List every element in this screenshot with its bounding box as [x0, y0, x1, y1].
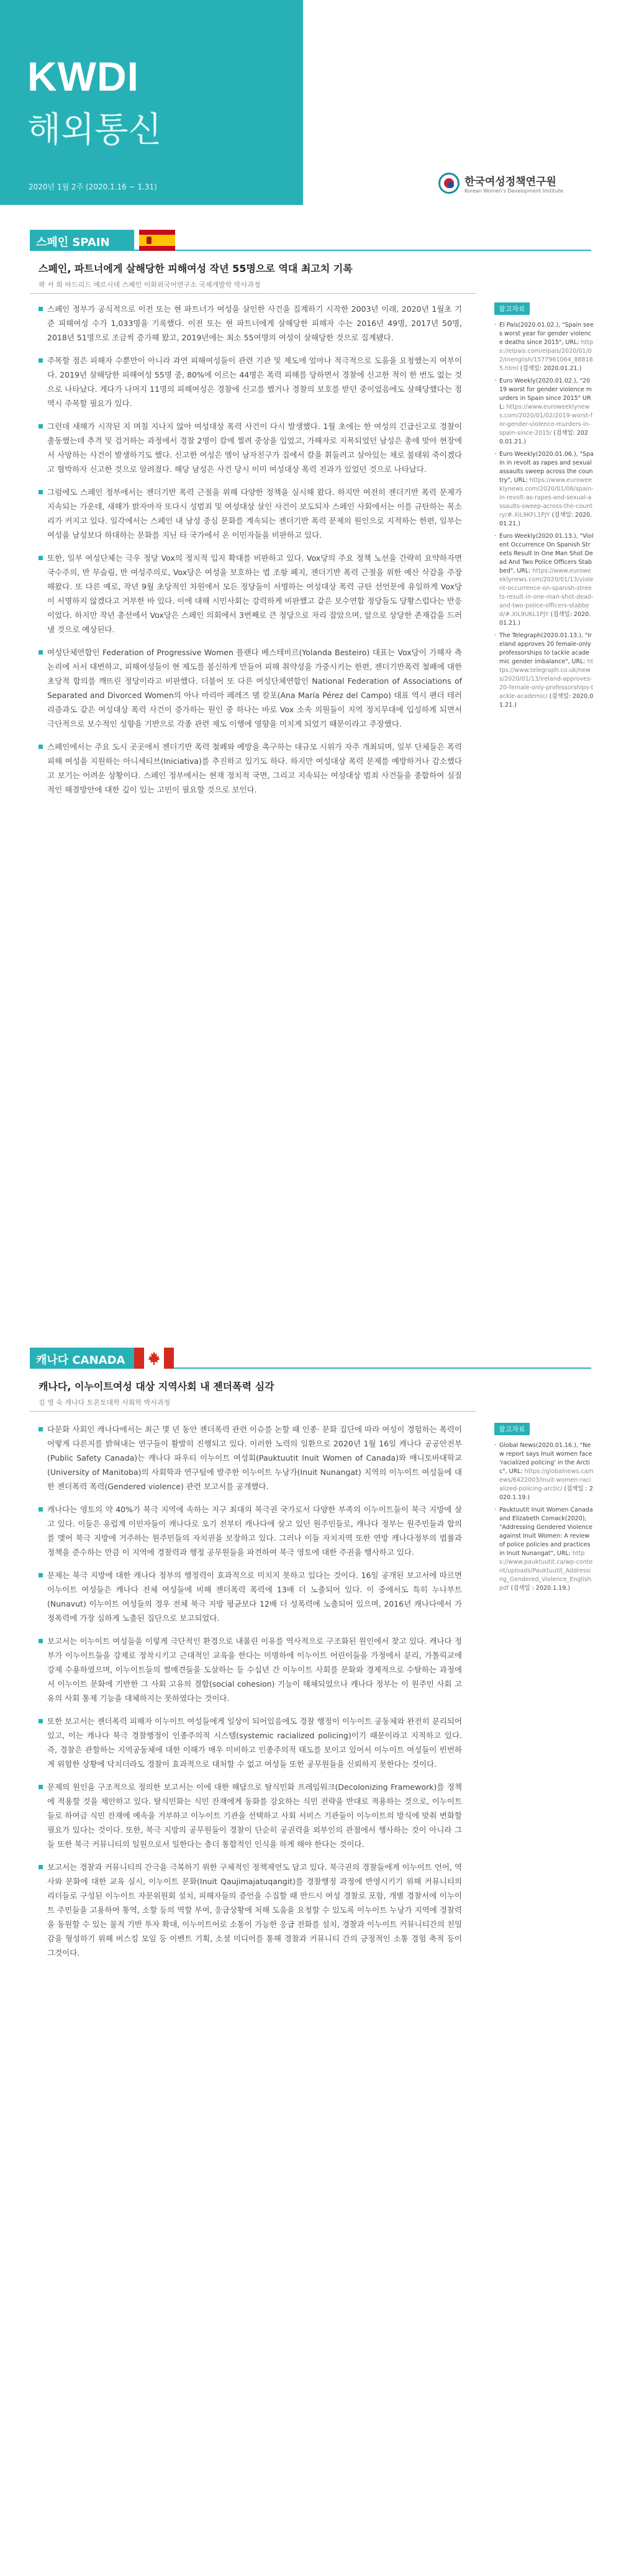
- paragraph: 또한 보고서는 젠더폭력 피해자 이누이트 여성들에게 일상이 되어있음에도 경찰 행정이 이누이트 공동체와 완전히 분리되어 있고, 이는 캐나다 북극 경찰행정이 인종주의적 시스템(systemic racialized policing)이기 때문이라고 지적하고 있다. 즉, 경찰은 관할하는 지역공동체에 대한 이해가 매우 미비하고 인종주의적 태도를 보이고 있어서 이누이트 여성들이 빈번하게 위험한 상황에 닥치더라도 경찰이 효과적으로 대처할 수 없고 여성들 또한 공무원들을 신뢰하지 못한다는 것이다.: [39, 1714, 462, 1771]
- reference-text: Euro Weekly(2020.01.13.), "Violent Occurrence On Spanish Streets Result In One Man Shot Dead And Two Police Officers Stabbed", URL:: [499, 533, 594, 574]
- issue-date: 2020년 1월 2주 (2020.1.16 ~ 1.31): [29, 183, 157, 191]
- references-sidebar: [494, 1422, 594, 1597]
- canada-section-header: [30, 1348, 591, 1369]
- reference-item: [494, 632, 594, 710]
- reference-date: (검색일: 2020.01.21.): [499, 693, 594, 709]
- article-author: 김 영 숙 캐나다 토론토대학 사회학 박사과정: [39, 1399, 171, 1407]
- reference-date: (검색일: 2020.01.21.): [499, 512, 592, 527]
- reference-date: (검색일: 2020.01.21.): [499, 430, 588, 445]
- reference-item: [494, 1506, 594, 1593]
- reference-link[interactable]: https://www.euroweeklynews.com/2020/01/02/2019-worst-for-gender-violence-murders-in-spain-since-2015/: [499, 404, 592, 437]
- reference-link[interactable]: https://www.euroweeklynews.com/2020/01/06/spain-in-revolt-as-rapes-and-sexual-assaults-sweep-across-the-country/#.XiL9KFL1PJY: [499, 477, 594, 519]
- kwdi-logo-icon: [438, 173, 460, 194]
- org-name-ko: 한국여성정책연구원: [465, 176, 556, 188]
- paragraph: 주목할 점은 피해자 수뿐만이 아니라 과연 피해여성들이 관련 기관 및 제도에 얼마나 적극적으로 도움을 요청했는지 여부이다. 2019년 살해당한 피해여성 55명 중, 80%에 이르는 44명은 폭력 피해를 당하면서 경찰에 신고한 적이 한 번도 없는 것으로 나타났다. 게다가 나머지 11명의 피해여성은 경찰에 신고를 했거나 경찰의 보호를 받던 중이었음에도 살해당했다는 점 역시 주목할 필요가 있다.: [39, 353, 462, 410]
- reference-date: (검색일: 2020.01.21.): [499, 611, 591, 627]
- paragraph: 그런데 새해가 시작된 지 며칠 지나지 않아 여성대상 폭력 사건이 다시 발생했다. 1월 초에는 한 여성의 긴급신고로 경찰이 출동했는데 추격 및 검거하는 과정에서 경찰 2명이 칼에 찔려 중상을 입었고, 가해자로 지목되었던 남성은 총에 맞아 현장에서 사망하는 사건이 발생하기도 했다. 신고한 여성은 엘이 남자친구가 집에서 칼을 휘둘려고 살아있는 채로 불태워 죽이겠다고 협박하자 신고한 것으로 알려졌다. 해당 남성은 사건 당시 이미 여성대상 폭력 전과가 있었던 것으로 나타났다.: [39, 419, 462, 476]
- reference-link[interactable]: https://www.euroweeklynews.com/2020/01/13/violent-occurrence-on-spanish-streets-result-in-one-man-shot-dead-and-two-police-officers-stabbed/#.XiL9UKL1PJY: [499, 568, 594, 618]
- newsletter-subtitle: 해외통신: [27, 110, 162, 150]
- references-badge: 참고자료: [494, 1423, 530, 1435]
- reference-text: Euro Weekly(2020.01.06.), "Spain in revolt as rapes and sexual assaults sweep across the country", URL:: [499, 451, 594, 484]
- spain-flag-icon: [139, 230, 175, 251]
- reference-link[interactable]: https://www.telegraph.co.uk/news/2020/01/13/ireland-approves-20-female-only-professorships-tackle-academic/: [499, 658, 594, 700]
- references-sidebar: [494, 302, 594, 714]
- divider: [30, 293, 476, 294]
- kwdi-logo: [438, 173, 563, 194]
- paragraph: 스페인 정부가 공식적으로 이전 또는 현 파트너가 여성을 살인한 사건을 집계하기 시작한 2003년 이래, 2020년 1월초 기준 피해여성 수가 1,033명을 기록했다. 이전 또는 현 파트너에게 살해당한 피해자 수는 2016년 49명, 2017년 50명, 2018년 51명으로 조금씩 증가해 왔고, 2019년에는 최소 55여명의 여성이 살해당한 것으로 집계됐다.: [39, 302, 462, 345]
- reference-text: Global News(2020.01.16.), "New report says Inuit women face 'racialized policing' in the Arctic", URL:: [499, 1442, 592, 1475]
- article-title: 스페인, 파트너에게 살해당한 피해여성 작년 55명으로 역대 최고치 기록: [39, 263, 353, 274]
- newsletter-header: [0, 0, 621, 205]
- paragraph: 보고서는 경찰과 커뮤니티의 간극을 극복하기 위한 구체적인 정책제언도 담고 있다. 북극권의 경찰들에게 이누이트 언어, 역사와 문화에 대한 교육 실시, 이누이트 문화(Inuit Qaujimajatuqangit)를 경찰행정 과정에 반영시키기 위해 커뮤니티의 리더들로 구성된 이누이트 자문위원회 설치, 피해자들의 증언을 수집할 때 반드시 여성 경찰로 포함, 개별 경찰서에 이누이트 주민들을 고용하여 통역, 소할 등의 역할 부여, 응급상황에 처해 도움을 요청할 수 있도록 이누이트 누낭가 지역에 경찰력을 동원할 수 있는 물적 기반 투자 확대, 이누이트어로 소통이 가능한 응급 전화를 설치, 경찰과 이누이트 커뮤니티간의 친밀감을 형성하기 위해 버스킹 모임 등 이벤트 기획, 소셜 미디어를 통해 경찰과 커뮤니티 간의 긍정적인 소통 경험 축적 등이 그것이다.: [39, 1860, 462, 1960]
- reference-item: [494, 532, 594, 628]
- reference-date: (검색일 : 2020.1.19.): [510, 1585, 570, 1592]
- article-body: [39, 302, 462, 805]
- reference-item: [494, 377, 594, 447]
- reference-item: [494, 321, 594, 373]
- canada-flag-icon: [134, 1348, 174, 1369]
- newsletter-title: KWDI: [27, 53, 139, 99]
- country-tab-canada: 캐나다 CANADA: [30, 1348, 134, 1369]
- reference-item: [494, 450, 594, 528]
- spain-section-header: [30, 230, 591, 251]
- reference-link[interactable]: https://globalnews.ca/news/6422003/inuit-women-racialized-policing-arctic/: [499, 1468, 594, 1492]
- reference-text: Euro Weekly(2020.01.02.), "2019 worst for gender violence murders in Spain since 2015" URL:: [499, 378, 592, 410]
- paragraph: 문제의 원인을 구조적으로 정의한 보고서는 이에 대한 해답으로 탈식민화 프레임워크(Decolonizing Framework)를 정책에 적용할 것을 제안하고 있다. 탈식민화는 식민 잔재에게 동화를 강요하는 식민 전략을 반대로 적용하는 것으로, 이누이트들로 하여금 식민 잔재에 예속을 거부하고 이누이트 기관을 선택하고 사회 서비스 기관들이 이누이트의 방식에 맞춰 변화할 필요가 있다는 것이다. 또한, 북극 지방의 공무원들이 경찰이 단순히 공권력을 외부인의 관점에서 행사하는 것이 아니라 그들 또한 북극 커뮤니티의 일원으로서 일한다는 층더 통합적인 인식을 하게 해야 한다는 것이다.: [39, 1780, 462, 1851]
- paragraph: 다문화 사회인 캐나다에서는 최근 몇 년 동안 젠더폭력 관련 이슈를 논할 때 인종· 문화 집단에 따라 여성이 경험하는 폭력이 어떻게 다른지를 밝혀내는 연구들이 활발히 진행되고 있다. 이러한 노력의 일환으로 2020년 1월 16일 캐나다 공공안전부(Public Safety Canada)는 캐나다 파우티 이누이트 여성회(Pauktuutit Inuit Women of Canada)와 매니토바대학교(University of Manitoba)의 사회학과 연구팀에 발주한 이누이트 누낭가(Inuit Nunangat) 지역의 이누이트 여성들에 대한 젠더폭력 폭력(Gendered violence) 관련 보고서를 공개했다.: [39, 1422, 462, 1494]
- reference-date: (검색일 : 2020.1.19.): [499, 1485, 593, 1501]
- reference-text: Pauktuutit Inuit Women Canada and Elizabeth Comack(2020), "Addressing Gendered Violence against Inuit Women: A review of police policies and practices in Inuit Nunangat", URL:: [499, 1507, 593, 1557]
- reference-link[interactable]: https://www.pauktuutit.ca/wp-content/uploads/Pauktuutit_Addressing_Gendered_Violence_English.pdf: [499, 1550, 593, 1592]
- paragraph: 그럼에도 스페인 정부에서는 젠더기반 폭력 근절을 위해 다양한 정책을 실시해 왔다. 하지만 여전히 젠더기반 폭력 문제가 지속되는 가운데, 새해가 밝자마자 또다시 성범죄 및 여성대상 살인 사건이 보도되자 스페인 사회에서는 이를 규탄하는 목소리가 커지고 있다. 일각에서는 스페인 내 남성 중심 문화를 계속되는 젠더기반 폭력 문제의 원인으로 지적하는 한편, 일부는 여성을 남성보다 하대하는 문화를 지닌 타 국가에서 온 이민자들을 비판하고 있다.: [39, 485, 462, 542]
- reference-item: [494, 1441, 594, 1502]
- country-tab-spain: 스페인 SPAIN: [30, 230, 134, 251]
- reference-date: (검색일: 2020.01.21.): [520, 365, 582, 372]
- org-name-en: Korean Women's Development Institute: [465, 188, 563, 194]
- references-badge: 참고자료: [494, 302, 530, 315]
- paragraph: 문제는 북극 지방에 대한 캐나다 정부의 행정력이 효과적으로 미치지 못하고 있다는 것이다. 16일 공개된 보고서에 따르면 이누이트 여성들은 캐나다 전체 여성들에 비해 젠더폭력 폭력에 13배 더 노출되어 있다. 이 중에서도 특히 누나부트(Nunavut) 이누이트 여성들의 경우 전체 북극 지방 평균보다 12배 더 성폭력에 노출되어 있으며, 2016년 캐나다에서 가정폭력에 가장 심하게 노출된 집단으로 보고되었다.: [39, 1568, 462, 1625]
- reference-text: El País(2020.01.02.), "Spain sees worst year for gender violence deaths since 2015", URL:: [499, 322, 594, 346]
- paragraph: 스페인에서는 주요 도시 곳곳에서 젠더기반 폭력 철폐와 예방을 촉구하는 대규모 시위가 자주 개최되며, 일부 단체들은 폭력 피해 여성을 지원하는 아니세티브(Iniciativa)를 추진하고 있기도 하다. 하지만 여성대상 폭력 문제를 예방하거나 감소했다고 보기는 어려운 상황이다. 스페인 정부에서는 현재 정치적 국면, 그리고 지속되는 여성대상 범죄 사건들을 종합하여 실질적인 해결방안에 대한 깊이 있는 고민이 필요할 것으로 보인다.: [39, 740, 462, 797]
- article-body: [39, 1422, 462, 1969]
- paragraph: 여성단체연합인 Federation of Progressive Women 플랜다 베스테비르(Yolanda Besteiro) 대표는 Vox당이 가해자 측 논리에 서서 대변하고, 피해여성들이 현 제도를 불신하게 만들어 피해 취약성을 가중시키는 한편, 젠더기반폭력 철폐에 대한 초당적 합의를 깨뜨린 정당이라고 비판했다. 더불어 또 다른 여성단체연합인 National Federation of Associations of Separated and Divorced Women의 아나 마리아 페레즈 델 칼포(Ana María Pérez del Campo) 대표 역시 팬더 테러리즘과도 같은 여성대상 폭력 사건이 증가하는 원인 중 하나는 바로 Vox 소속 의원들이 지역 정치무대에 입성하게 되면서 극단적으로 보수적인 성향을 기반으로 각종 관련 제도 이행에 영향을 미치게 되었기 때문이라고 주장했다.: [39, 645, 462, 731]
- divider: [30, 1411, 476, 1412]
- reference-link[interactable]: https://elpais.com/elpais/2020/01/02/inenglish/1577961064_888185.html: [499, 339, 594, 372]
- article-author: 곽 서 희 마드리드 메르시데 스페인 이화외국어연구소 국제개발학 박사과정: [39, 281, 261, 289]
- reference-text: The Telegraph(2020.01.13.), "Ireland approves 20 female-only professorships to tackle academic gender imbalance", URL:: [499, 632, 592, 665]
- article-title: 캐나다, 이누이트여성 대상 지역사회 내 젠더폭력 심각: [39, 1381, 274, 1392]
- paragraph: 또한, 일부 여성단체는 극우 정당 Vox의 정치적 입지 확대를 비판하고 있다. Vox당의 주요 정책 노선을 간략히 요약하자면 국수주의, 반 무슬림, 반 여성주의로, Vox당은 여성을 보호하는 법 조항 폐지, 젠더기반 폭력 근절을 위한 예산 삭감을 주장해왔다. 또 다른 예로, 작년 9월 초당적인 차원에서 모든 정당들이 서명하는 여성대상 폭력 규탄 선언문에 유일하게 Vox당이 서명하지 않겠다고 거부한 바 있다. 이에 대해 시민사회는 강력하게 비판했고 같은 보수연합 정당들도 당황스럽다는 반응이었다. 하지만 작년 총선에서 Vox당은 스페인 의회에서 3번째로 큰 정당으로 자리 잡았으며, 앞으로 상당한 존재감을 드러낼 것으로 예상된다.: [39, 551, 462, 637]
- paragraph: 캐나다는 영토의 약 40%가 북극 지역에 속하는 지구 최대의 북극권 국가로서 다양한 부족의 이누이트들이 북극 지방에 살고 있다. 이들은 유럽계 이민자들이 캐나다로 오기 전부터 캐나다에 살고 있던 원주민들로, 캐나다 정부는 원주민들과 합의를 맺어 북극 지방에 거주하는 원주민들의 자치권을 보장하고 있다. 그러나 이들 자치지역 또한 연방 캐나다정부의 법률과 정책을 준수하는 만큼 이 지역에 경찰력과 행정 공무원들을 파견하여 북극 영토에 대한 주권을 행사하고 있다.: [39, 1502, 462, 1559]
- paragraph: 보고서는 이누이트 여성들을 이렇게 극단적인 환경으로 내몰린 이유를 역사적으로 구조화된 원인에서 찾고 있다. 캐나다 정부가 이누이트들을 강제로 정착시키고 근대적인 교육을 한다는 미명하에 이누이트 어린이들을 가정에서 분리, 가톨릭교에 강제 수용하였으며, 이누이트들의 썰매견들을 도살하는 등 수십년 간 이누이트 사회를 문화와 경제적으로 수탈하는 과정에서 이누이트 문화에 기반한 그 사회 고유의 결합(social cohesion) 기능이 해체되었으나 캐나다 정부는 이 원주민 사회 고유의 사회 통제 기능을 대체하지는 못하였다는 것이다.: [39, 1634, 462, 1705]
